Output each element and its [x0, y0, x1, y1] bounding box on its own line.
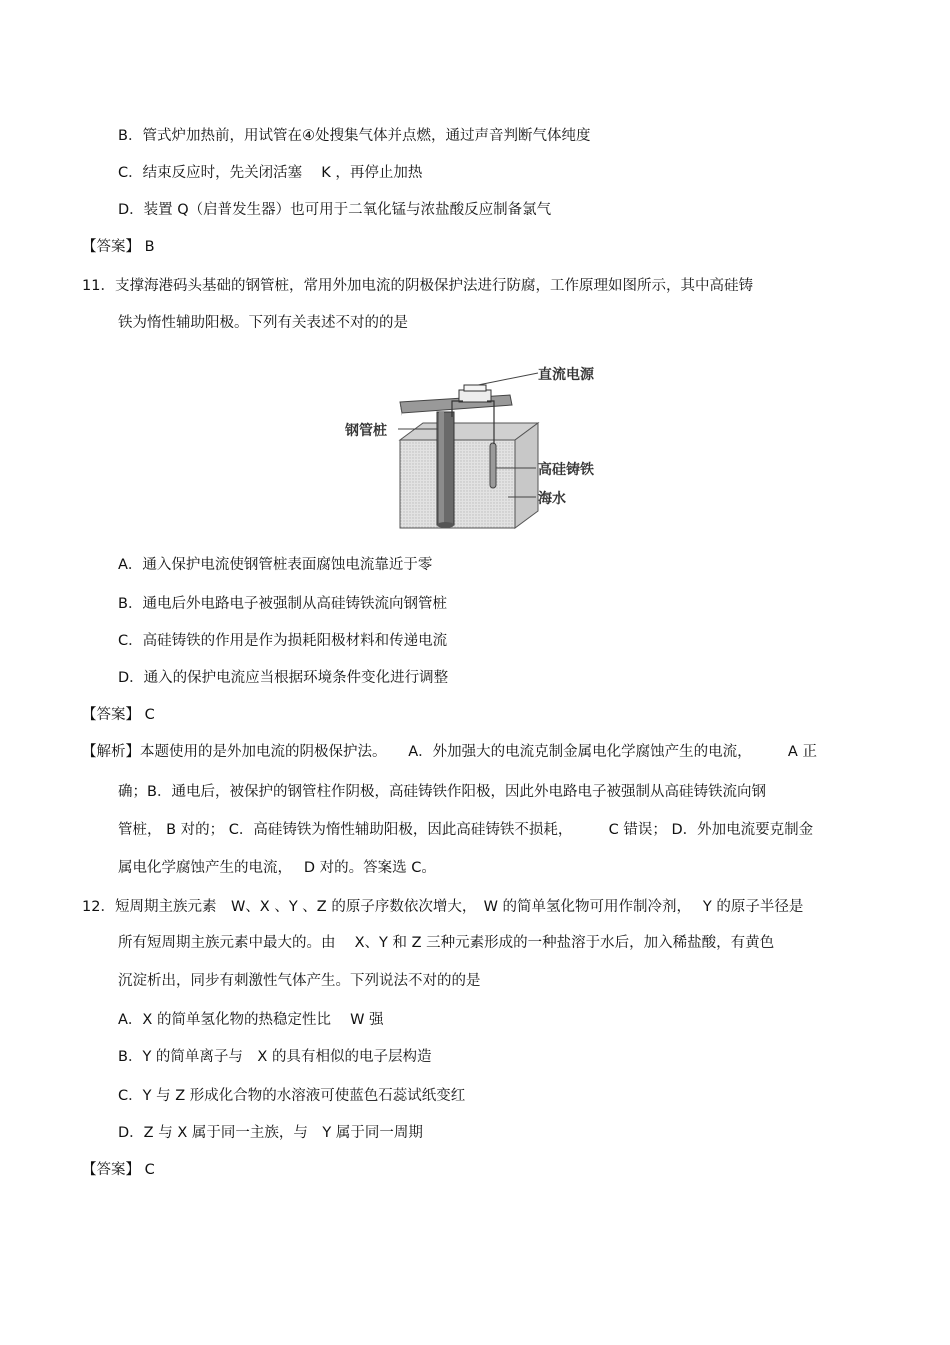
q12-stem-line-2: 所有短周期主族元素中最大的。由 X、Y 和 Z 三种元素形成的一种盐溶于水后，加入稀盐酸，有黄色	[118, 935, 775, 951]
q11-option-c: C．高硅铸铁的作用是作为损耗阳极材料和传递电流	[118, 633, 448, 649]
label-steel-pile: 钢管桩	[345, 423, 387, 439]
q12-option-b: B．Y 的简单离子与 X 的具有相似的电子层构造	[118, 1049, 432, 1065]
seawater-tank	[400, 423, 538, 528]
q11-analysis-line-4: 属电化学腐蚀产生的电流， D 对的。答案选 C。	[118, 860, 436, 876]
label-high-silicon-iron: 高硅铸铁	[538, 462, 594, 478]
q11-stem-line-2: 铁为惰性辅助阳极。下列有关表述不对的的是	[118, 315, 408, 331]
q11-option-a: A．通入保护电流使钢管桩表面腐蚀电流靠近于零	[118, 557, 433, 573]
steel-pipe-pile	[437, 412, 454, 528]
q12-option-d: D．Z 与 X 属于同一主族，与 Y 属于同一周期	[118, 1125, 423, 1141]
q11-stem-line-1: 11．支撑海港码头基础的钢管桩，常用外加电流的阴极保护法进行防腐，工作原理如图所示，其中高硅铸	[82, 278, 753, 294]
dock-deck-plate	[400, 395, 512, 416]
q12-stem-line-3: 沉淀析出，同步有刺激性气体产生。下列说法不对的的是	[118, 973, 481, 989]
q12-stem-line-1: 12．短周期主族元素 W、X 、Y 、Z 的原子序数依次增大， W 的简单氢化物可用作制冷剂， Y 的原子半径是	[82, 899, 804, 915]
cathodic-protection-diagram	[340, 355, 610, 535]
label-dc-power: 直流电源	[538, 367, 594, 383]
q10-option-b: B．管式炉加热前，用试管在④处搜集气体并点燃，通过声音判断气体纯度	[118, 128, 591, 144]
q12-option-a: A．X 的简单氢化物的热稳定性比 W 强	[118, 1012, 384, 1028]
q10-answer: 【答案】 B	[82, 239, 155, 255]
q12-option-c: C．Y 与 Z 形成化合物的水溶液可使蓝色石蕊试纸变红	[118, 1088, 466, 1104]
q11-analysis-line-2: 确；B．通电后，被保护的钢管柱作阴极，高硅铸铁作阳极，因此外电路电子被强制从高硅铸铁流向钢	[118, 784, 766, 800]
q10-option-d: D．装置 Q（启普发生器）也可用于二氧化锰与浓盐酸反应制备氯气	[118, 202, 552, 218]
q11-option-d: D．通入的保护电流应当根据环境条件变化进行调整	[118, 670, 449, 686]
q11-analysis-line-3: 管桩， B 对的； C．高硅铸铁为惰性辅助阳极，因此高硅铸铁不损耗， C 错误； D．外加电流要克制金	[118, 822, 814, 838]
q12-answer: 【答案】 C	[82, 1162, 155, 1178]
q11-answer: 【答案】 C	[82, 707, 155, 723]
q11-analysis-line-1: 【解析】本题使用的是外加电流的阴极保护法。 A．外加强大的电流克制金属电化学腐蚀产生的电流， A 正	[82, 744, 817, 760]
q11-option-b: B．通电后外电路电子被强制从高硅铸铁流向钢管桩	[118, 596, 447, 612]
high-silicon-cast-iron-anode	[490, 443, 496, 488]
label-seawater: 海水	[538, 491, 566, 507]
q10-option-c: C．结束反应时，先关闭活塞 K ，再停止加热	[118, 165, 423, 181]
